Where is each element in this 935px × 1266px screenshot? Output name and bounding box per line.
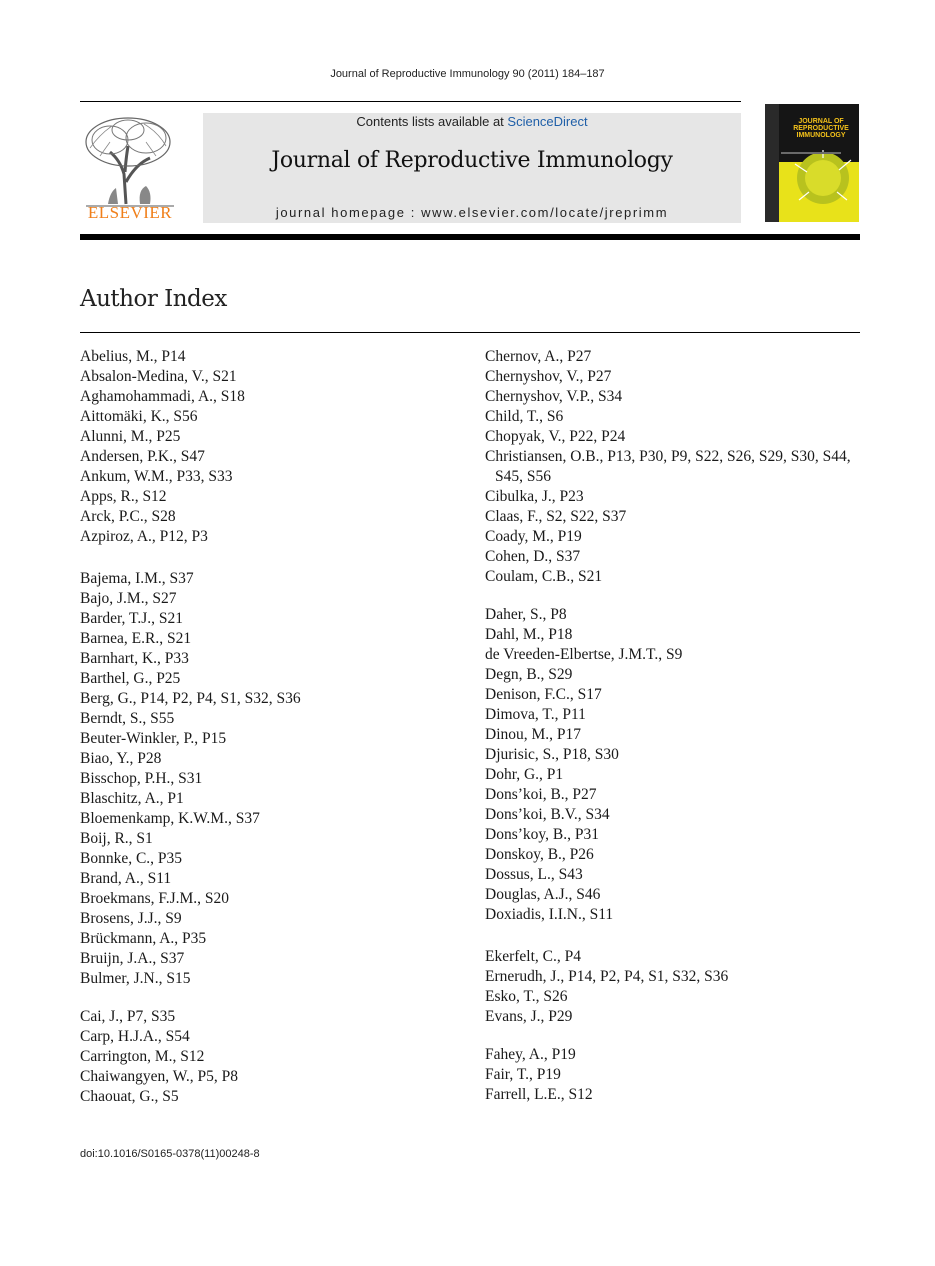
author-index-right-column [485,347,860,1105]
index-entry: Bulmer, J.N., S15 [80,970,191,987]
index-entry: Carrington, M., S12 [80,1048,205,1065]
index-entry: Denison, F.C., S17 [485,686,602,703]
index-entry: Andersen, P.K., S47 [80,448,205,465]
doi-footer[interactable]: doi:10.1016/S0165-0378(11)00248-8 [80,1148,260,1160]
index-entry: Ekerfelt, C., P4 [485,948,581,965]
page-title: Author Index [80,286,227,312]
cover-title-line: JOURNAL OF [798,118,844,125]
index-entry: Claas, F., S2, S22, S37 [485,508,627,525]
index-entry: Beuter-Winkler, P., P15 [80,730,227,747]
index-entry: Biao, Y., P28 [80,750,162,767]
index-entry: Aittomäki, K., S56 [80,408,198,425]
letter-group-gap [80,989,460,1007]
index-entry: Donskoy, B., P26 [485,846,594,863]
index-entry: Chernov, A., P27 [485,348,592,365]
index-entry: Degn, B., S29 [485,666,573,683]
index-entry: Bisschop, P.H., S31 [80,770,203,787]
index-entry: Chernyshov, V., P27 [485,368,612,385]
index-entry: Broekmans, F.J.M., S20 [80,890,230,907]
index-entry: Esko, T., S26 [485,988,568,1005]
sciencedirect-link[interactable]: ScienceDirect [507,114,588,129]
index-entry: Dons’koi, B., P27 [485,786,597,803]
journal-cover-image [765,104,859,222]
cover-title-line: IMMUNOLOGY [796,132,846,139]
publisher-wordmark: ELSEVIER [87,203,173,222]
index-entry: Cibulka, J., P23 [485,488,584,505]
index-entry: Dossus, L., S43 [485,866,583,883]
index-entry: Bloemenkamp, K.W.M., S37 [80,810,260,827]
index-entry: Doxiadis, I.I.N., S11 [485,906,614,923]
index-entry: Evans, J., P29 [485,1008,573,1025]
index-entry: Coulam, C.B., S21 [485,568,603,585]
index-entry: Apps, R., S12 [80,488,167,505]
letter-group-gap [485,587,860,605]
index-entry: Farrell, L.E., S12 [485,1086,593,1103]
index-entry: Absalon-Medina, V., S21 [80,368,237,385]
index-entry: Arck, P.C., S28 [80,508,176,525]
index-entry: Carp, H.J.A., S54 [80,1028,190,1045]
index-entry: Fahey, A., P19 [485,1046,576,1063]
index-entry: Cai, J., P7, S35 [80,1008,176,1025]
index-entry: Ernerudh, J., P14, P2, P4, S1, S32, S36 [485,968,729,985]
index-entry: Aghamohammadi, A., S18 [80,388,245,405]
index-entry: Dahl, M., P18 [485,626,573,643]
index-entry: Dinou, M., P17 [485,726,582,743]
index-entry: Berndt, S., S55 [80,710,175,727]
index-entry: Bonnke, C., P35 [80,850,183,867]
index-entry: Douglas, A.J., S46 [485,886,601,903]
index-entry: Blaschitz, A., P1 [80,790,184,807]
cover-title-line: REPRODUCTIVE [793,125,849,132]
index-entry: Daher, S., P8 [485,606,567,623]
index-entry: Dohr, G., P1 [485,766,564,783]
index-entry: Chaiwangyen, W., P5, P8 [80,1068,239,1085]
index-entry: Barthel, G., P25 [80,670,181,687]
journal-homepage[interactable]: journal homepage : www.elsevier.com/locate/jreprimm [275,205,669,220]
index-entry: Child, T., S6 [485,408,564,425]
cover-title [787,118,855,139]
index-entry: Brand, A., S11 [80,870,172,887]
index-entry: Dons’koi, B.V., S34 [485,806,610,823]
top-divider [80,101,741,102]
letter-group-gap [80,547,460,569]
index-entry: Berg, G., P14, P2, P4, S1, S32, S36 [80,690,301,707]
index-entry: Dons’koy, B., P31 [485,826,599,843]
index-entry: Ankum, W.M., P33, S33 [80,468,233,485]
index-entry: Boij, R., S1 [80,830,153,847]
index-entry: Christiansen, O.B., P13, P30, P9, S22, S26, S29, S30, S44, S45, S56 [485,448,851,485]
index-entry: Brückmann, A., P35 [80,930,207,947]
masthead-divider [80,234,860,240]
index-entry: Chopyak, V., P22, P24 [485,428,626,445]
index-entry: Barnea, E.R., S21 [80,630,192,647]
journal-citation: Journal of Reproductive Immunology 90 (2011) 184–187 [330,68,605,80]
index-entry: Cohen, D., S37 [485,548,581,565]
contents-prefix: Contents lists available at [356,114,508,129]
index-entry: Bajema, I.M., S37 [80,570,194,587]
letter-group-gap [485,925,860,947]
index-entry: Abelius, M., P14 [80,348,186,365]
index-entry: Alunni, M., P25 [80,428,181,445]
index-entry: de Vreeden-Elbertse, J.M.T., S9 [485,646,683,663]
index-entry: Dimova, T., P11 [485,706,586,723]
index-entry: Djurisic, S., P18, S30 [485,746,619,763]
index-entry: Chaouat, G., S5 [80,1088,179,1105]
title-divider [80,332,860,333]
index-entry: Bajo, J.M., S27 [80,590,177,607]
index-entry: Brosens, J.J., S9 [80,910,182,927]
index-entry: Barder, T.J., S21 [80,610,183,627]
index-entry: Azpiroz, A., P12, P3 [80,528,208,545]
index-entry: Barnhart, K., P33 [80,650,189,667]
journal-title: Journal of Reproductive Immunology [271,148,673,173]
index-entry: Fair, T., P19 [485,1066,561,1083]
author-index-left-column [80,347,460,1107]
contents-availability [203,114,741,129]
index-entry: Bruijn, J.A., S37 [80,950,185,967]
index-entry: Coady, M., P19 [485,528,582,545]
index-entry: Chernyshov, V.P., S34 [485,388,623,405]
letter-group-gap [485,1027,860,1045]
